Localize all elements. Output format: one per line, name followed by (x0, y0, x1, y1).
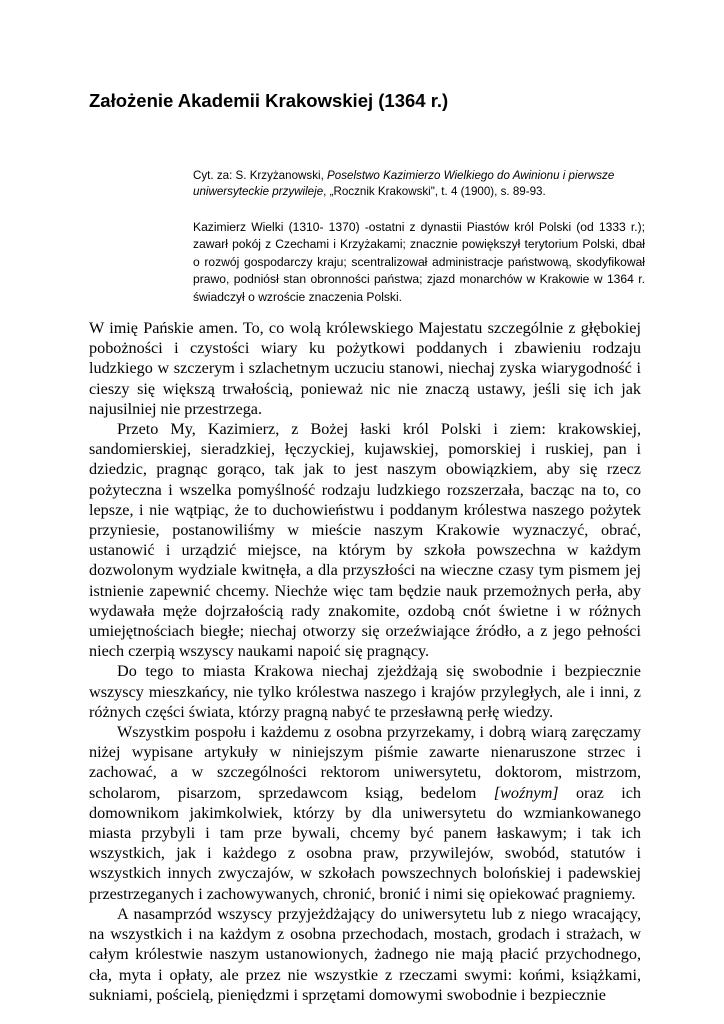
paragraph-2: Przeto My, Kazimierz, z Bożej łaski król Polski i ziem: krakowskiej, sandomierskiej, sieradzkiej, łęczyckiej, kujawskiej, pomorskiej i ruskiej, pan i dziedzic, pragnąc gorąco, tak jak to jest naszym obowiązkiem, aby się rzecz pożyteczna i wszelka pomyślność rodzaju ludzkiego rozszerzała, bacząc na to, co lepsze, i nie wątpiąc, że to duchowieństwu i poddanym królestwa naszego pożytek przyniesie, postanowiliśmy w mieście naszym Krakowie wyznaczyć, obrać, ustanowić i urządzić miejsce, na którym by szkoła powszechna w każdym dozwolonym wydziale kwitnęła, a dla przyszłości na wieczne czasy tym pismem jej istnienie zapewnić chcemy. Niechże więc tam będzie nauk przemożnych perła, aby wydawała męże dojrzałością rady znakomite, ozdobą cnót świetne i w różnych umiejętnościach biegłe; niechaj otworzy się orzeźwiające źródło, a z jego pełności niech czerpią wszyscy naukami napoić się pragnący. (89, 420, 641, 661)
biographical-note: Kazimierz Wielki (1310- 1370) -ostatni z dynastii Piastów król Polski (od 1333 r.); zawarł pokój z Czechami i Krzyżakami; znacznie powiększył terytorium Polski, dbał o rozwój gospodarczy kraju; scentralizował administracje państwową, skodyfikował prawo, podniósł stan obronności państwa; zjazd monarchów w Krakowie w 1364 r. świadczył o wzroście znaczenia Polski. (193, 220, 645, 304)
paragraph-1: W imię Pańskie amen. To, co wolą królewskiego Majestatu szczególnie z głębokiej pobożności i czystości wiary ku pożytkowi poddanych i zbawieniu rodzaju ludzkiego w szczerym i szlachetnym uczuciu stanowi, niechaj zyska wiarygodność i cieszy się większą trwałością, ponieważ nic nie znaczą ustawy, jeśli się ich jak najusilniej nie przestrzega. (89, 319, 641, 418)
citation-prefix: Cyt. za: S. Krzyżanowski, (193, 169, 328, 182)
document-title: Założenie Akademii Krakowskiej (1364 r.) (89, 90, 449, 111)
paragraph-3: Do tego to miasta Krakowa niechaj zjeżdżają się swobodnie i bezpiecznie wszyscy mieszkańcy, nie tylko królestwa naszego i krajów przyległych, ale i inni, z różnych części świata, którzy pragną nabyć te przesławną perłę wiedzy. (89, 662, 641, 721)
paragraph-4-gloss: [woźnym] (493, 783, 559, 802)
document-body (89, 318, 641, 1005)
citation-suffix: , „Rocznik Krakowski", t. 4 (1900), s. 89-93. (323, 185, 546, 198)
paragraph-4 (89, 722, 641, 904)
paragraph-4-text-after: oraz ich domownikom jakimkolwiek, którzy by dla uniwersytetu do wzmiankowanego miasta przybyli i tam prze bywali, chcemy być panem łaskawym; i tak ich wszystkich, jak i każdego z osobna praw, przywilejów, swobód, statutów i wszystkich innych zwyczajów, w szkołach powszechnych bolońskiej i padewskiej przestrzeganych i zachowywanych, chronić, bronić i nimi się opiekować pragniemy. (89, 783, 641, 903)
citation-note (193, 168, 653, 200)
paragraph-4-text-before: Wszystkim pospołu i każdemu z osobna przyrzekamy, i dobrą wiarą zaręczamy niżej wypisane artykuły w niniejszym piśmie zawarte nienaruszone strzec i zachować, a w szczególności rektorom uniwersytetu, doktorom, mistrzom, scholarom, pisarzom, sprzedawcom ksiąg, bedelom (89, 723, 641, 802)
paragraph-5: A nasamprzód wszyscy przyjeżdżający do uniwersytetu lub z niego wracający, na wszystkich i na każdym z osobna przechodach, mostach, grodach i strażach, w całym królestwie naszym ustanowionych, żadnego nie mają płacić przychodnego, cła, myta i opłaty, ale przez nie wszystkie z rzeczami swymi: końmi, książkami, sukniami, pościelą, pieniędzmi i sprzętami domowymi swobodnie i bezpiecznie (89, 904, 641, 1004)
citation-work-title: Poselstwo Kazimierzo Wielkiego do Awinionu i pierwsze uniwersyteckie przywileje (193, 169, 615, 198)
